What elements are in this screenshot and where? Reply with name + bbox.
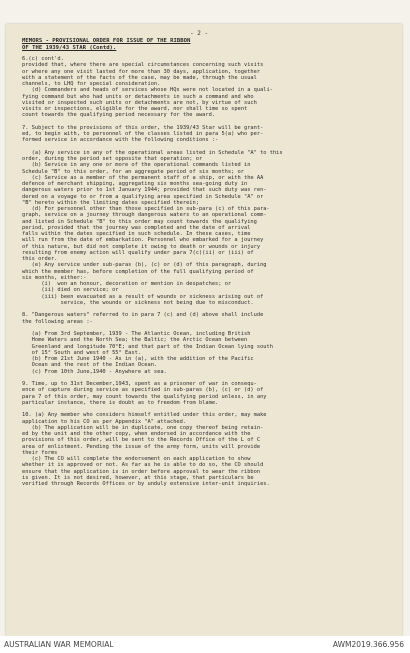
- document-line: (d) Commanders and heads of services whose HQs were not located in a quali-: [22, 87, 273, 94]
- document-line: Schedule "B" to this order, for an aggregate period of six months; or: [22, 168, 244, 175]
- document-line: particular instance, there is doubt as to freedom from blame.: [22, 399, 219, 406]
- document-line: 8. "Dangerous waters" referred to in para 7 (c) and (d) above shall include: [22, 312, 264, 319]
- document-line: 10. (a) Any member who considers himself entitled under this order, may make: [22, 412, 267, 419]
- document-line: fying command but who had units or detachments in such a command and who: [22, 93, 254, 100]
- document-line: (d) For personnel other than those specified in sub-para (c) of this para-: [22, 206, 270, 212]
- document-line: (i) won an honour, decoration or mention in despatches; or: [22, 281, 232, 287]
- document-line: ence of capture during service as specified in sub-paras (b), (c) or (d) of: [22, 387, 264, 394]
- document-line: whether it is approved or not. As far as he is able to do so, the CO should: [22, 462, 264, 469]
- document-line: of 15° South and west of 55° East.: [22, 349, 142, 356]
- document-line: which the member has, before completion of the full qualifying period of: [22, 268, 254, 275]
- footer-bar: [0, 636, 410, 653]
- document-line: this order.: [22, 256, 58, 262]
- document-line: (b) From 21st June 1940 - As in (a), with the addition of the Pacific: [22, 356, 254, 362]
- document-line: is given. It is not desired, however, at this stage, that particulars be: [22, 474, 254, 481]
- document-line: Home Waters and the North Sea; the Baltic; the Arctic Ocean between: [22, 337, 248, 344]
- document-heading: [22, 38, 382, 51]
- document-line: (b) Service in any one or more of the operational commands listed in: [22, 162, 251, 169]
- document-line: the following areas :-: [22, 318, 93, 325]
- document-line: (iii) been evacuated as a result of wounds or sickness arising out of: [22, 293, 264, 300]
- document-line: period, provided that the journey was completed and the date of arrival: [22, 224, 251, 231]
- document-line: count towards the qualifying period necessary for the award.: [22, 112, 216, 119]
- document-line: falls within the dates specified in such schedule. In these cases, time: [22, 231, 251, 237]
- document-line: application to his CO as per Appendix "A" attached.: [22, 418, 187, 425]
- document-line: resulting from enemy action will qualify under para 7(c)(ii) or (iii) of: [22, 249, 254, 256]
- document-line: (c) The CO will complete the endorsement on each application to show: [22, 456, 251, 462]
- footer-accession-number: AWM2019.366.956: [332, 640, 404, 649]
- document-line: (ii) died on service; or: [22, 287, 119, 294]
- document-line: dered on a voyage to or from a qualifying area specified in Schedule "A" or: [22, 193, 264, 200]
- document-line: with a statement of the facts of the case, may be made, through the usual: [22, 74, 257, 81]
- document-line: (c) Service as a member of the permanent staff of a ship, or with the AA: [22, 174, 264, 181]
- document-line: visited or inspected such units or detachments are not, by virtue of such: [22, 99, 257, 106]
- document-line: "B" hereto within the limiting dates specified therein;: [22, 199, 199, 206]
- heading-line-2: OF THE 1939/43 STAR (Contd).: [22, 44, 117, 51]
- page-number: - 2 -: [190, 30, 209, 37]
- document-line: verified through Records Offices or by unduly extensive inter-unit inquiries.: [22, 481, 270, 487]
- document-line: ensure that the application is in order before approval to wear the ribbon: [22, 468, 261, 475]
- document-line: (a) From 3rd September, 1939 - The Atlantic Ocean, including British: [22, 331, 251, 337]
- document-line: ed by the unit and the other copy, when endorsed in accordance with the: [22, 431, 251, 437]
- document-line: 7. Subject to the provisions of this order, the 1939/43 Star will be grant-: [22, 124, 264, 131]
- document-line: (b) The application will be in duplicate, one copy thereof being retain-: [22, 424, 264, 431]
- document-line: and listed in Schedule "B" to this order may count towards the qualifying: [22, 218, 257, 225]
- document-body: [22, 56, 390, 626]
- document-line: defence of merchant shipping, aggregating six months sea-going duty in: [22, 181, 248, 187]
- document-line: six months, either:-: [22, 274, 87, 281]
- document-line: provided that, where there are special circumstances concerning such visits: [22, 62, 264, 69]
- document-line: order, during the period set opposite that operation; or: [22, 156, 203, 162]
- document-line: provisions of this order, will be sent to the Records Office of the L of C: [22, 437, 261, 444]
- document-line: their forms: [22, 449, 58, 456]
- document-line: para 7 of this order, may count towards the qualifying period unless, in any: [22, 393, 267, 400]
- heading-line-1: MEMORS - PROVISIONAL ORDER FOR ISSUE OF THE RIBBON: [22, 38, 191, 44]
- document-line: of this nature, but did not complete it owing to death or wounds or injury: [22, 243, 261, 250]
- document-line: channels, to LHQ for special consideration.: [22, 81, 161, 87]
- document-line: service, the wounds or sickness not being due to misconduct.: [22, 299, 254, 306]
- document-line: area of enlistment. Pending the issue of the army form, units will provide: [22, 443, 261, 450]
- document-line: formed service in accordance with the following conditions :-: [22, 137, 219, 144]
- document-line: graph, service on a journey through dangerous waters to an operational comm-: [22, 212, 267, 219]
- document-line: 6.(c) cont'd.: [22, 56, 64, 62]
- document-line: dangerous waters prior to 1st January 1944; provided that such duty was ren-: [22, 187, 267, 194]
- document-line: will run from the date of embarkation. Personnel who embarked for a journey: [22, 237, 264, 244]
- document-line: (a) Any service in any of the operational areas listed in Schedule "A" to this: [22, 149, 283, 156]
- document-line: 9. Time, up to 31st December,1943, spent as a prisoner of war in consequ-: [22, 381, 257, 387]
- document-line: Ocean and the rest of the Indian Ocean.: [22, 362, 158, 369]
- document-line: visits or inspections, eligible for the award, nor shall time so spent: [22, 106, 248, 112]
- document-line: or where any one visit lasted for more than 30 days, application, together: [22, 68, 261, 75]
- document-line: Greenland and longitude 70°E; and that part of the Indian Ocean lying south: [22, 343, 273, 350]
- document-line: (e) Any service under sub-paras (b), (c) or (d) of this paragraph, during: [22, 262, 267, 269]
- document-line: ed, to begin with, to personnel of the classes listed in para 5(a) who per-: [22, 131, 264, 137]
- footer-institution: AUSTRALIAN WAR MEMORIAL: [4, 640, 114, 649]
- document-line: (c) From 10th June,1940 - Anywhere at sea.: [22, 368, 167, 375]
